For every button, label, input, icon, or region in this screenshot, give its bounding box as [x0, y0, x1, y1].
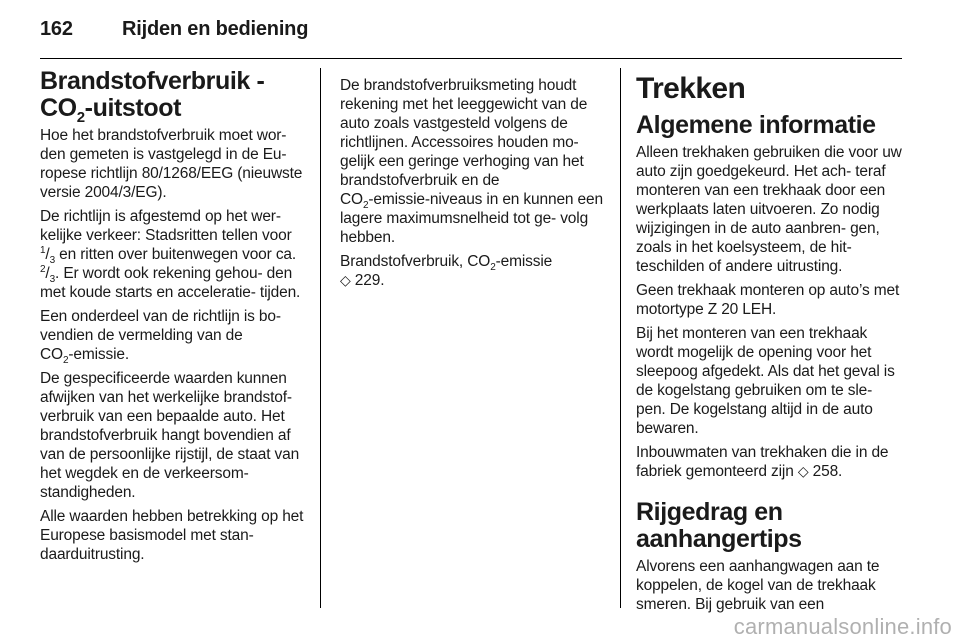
subscript: 2 — [62, 355, 69, 367]
fraction-denominator: 3 — [49, 274, 56, 286]
paragraph — [636, 443, 904, 481]
heading-fuel-consumption — [40, 67, 306, 126]
heading-rest: -uitstoot — [84, 94, 182, 122]
paragraph — [40, 307, 306, 367]
paragraph: De gespecificeerde waarden kunnen afwijken van het werkelijke brandstof- verbruik van een bepaalde auto. Het brandstofverbruik hangt bovendien af van de persoonlijke rijstijl, de staat van het wegdek en de verkeersom- standigheden. — [40, 370, 300, 501]
header-rule — [40, 58, 902, 59]
text: De richtlijn is afgestemd op het wer- kelijke verkeer: Stadsritten tellen voor — [40, 208, 292, 244]
column-divider-1 — [320, 68, 321, 608]
text: CO — [40, 346, 63, 363]
paragraph: Alvorens een aanhangwagen aan te koppelen, de kogel van de trekhaak smeren. Bij gebruik van een — [636, 558, 880, 613]
text: De brandstofverbruiksmeting houdt rekening met het leeggewicht van de auto zoals vastgesteld volgens de richtlijnen. Accessoires houden mo- gelijk een geringe verhoging van het brandstofverbruik en de — [340, 77, 588, 189]
watermark: carmanualsonline.info — [733, 614, 952, 639]
page-reference-link[interactable]: 258. — [812, 463, 843, 480]
page-reference-link[interactable]: 229. — [354, 272, 385, 289]
text: . Er wordt ook rekening gehou- den met koude starts en acceleratie- tijden. — [40, 265, 301, 301]
subscript: 2 — [362, 200, 369, 212]
heading-co: CO — [40, 94, 77, 122]
text: -emissie. — [68, 346, 130, 363]
page-reference-icon: ◇ — [797, 463, 809, 479]
heading-sub: 2 — [76, 109, 85, 126]
column-divider-2 — [620, 68, 621, 608]
paragraph: Geen trekhaak monteren op auto’s met motortype Z 20 LEH. — [636, 282, 900, 318]
paragraph — [340, 252, 608, 290]
paragraph: Hoe het brandstofverbruik moet wor- den gemeten is vastgelegd in de Eu- ropese richtlijn 80/1268/EEG (nieuwste versie 2004/3/EG). — [40, 127, 303, 201]
heading-line2: aanhangertips — [636, 525, 802, 553]
fraction-numerator: 1 — [40, 244, 46, 256]
text: -emissie-niveaus in en kunnen een lagere maximumsnelheid tot ge- volg hebben. — [340, 191, 603, 246]
subscript: 2 — [490, 262, 496, 274]
page-reference-icon: ◇ — [340, 272, 351, 288]
section-title: Rijden en bediening — [122, 18, 309, 40]
paragraph: Bij het monteren van een trekhaak wordt mogelijk de opening voor het sleepoog afgedekt. Als dat het geval is de kogelstang gebruiken om te sle- pen. De kogelstang altijd in de auto bewaren. — [636, 325, 895, 437]
paragraph — [340, 76, 608, 247]
page-number: 162 — [40, 18, 73, 40]
fraction-denominator: 3 — [49, 255, 56, 267]
paragraph: Alleen trekhaken gebruiken die voor uw auto zijn goedgekeurd. Het ach- teraf monteren van een trekhaak door een werkplaats laten uitvoeren. Zo nodig wijzigingen in de auto aanbren- gen, zoals in het koelsysteem, de hit- teschilden of andere uitrusting. — [636, 144, 902, 275]
text: Inbouwmaten van trekhaken die in de fabriek gemonteerd zijn — [636, 444, 889, 480]
paragraph: Alle waarden hebben betrekking op het Europese basismodel met stan- daarduitrusting. — [40, 508, 304, 563]
text: Een onderdeel van de richtlijn is bo- vendien de vermelding van de — [40, 308, 281, 344]
column-1 — [40, 68, 306, 564]
paragraph: De richtlijn is afgestemd op het wer- kelijke verkeer: Stadsritten tellen voor $^1/_3$ en ritten over buitenwegen voor ca. $^2/_3$. Er wordt ook rekening gehou- den met koude starts en acceleratie- tijden. — [40, 208, 301, 301]
text: en ritten over buitenwegen voor ca. — [55, 246, 297, 263]
heading-line1: Rijgedrag en — [636, 498, 783, 526]
heading-towing: Trekken — [636, 72, 746, 105]
column-3 — [636, 68, 904, 614]
heading-driving-tips — [636, 499, 904, 553]
text: -emissie — [495, 253, 553, 270]
text: CO — [340, 191, 363, 208]
column-2 — [340, 68, 608, 290]
fraction-numerator: 2 — [40, 263, 46, 275]
heading-line1: Brandstofverbruik - — [40, 67, 265, 95]
heading-general-information: Algemene informatie — [636, 111, 876, 139]
text: Brandstofverbruik, CO — [340, 253, 491, 270]
